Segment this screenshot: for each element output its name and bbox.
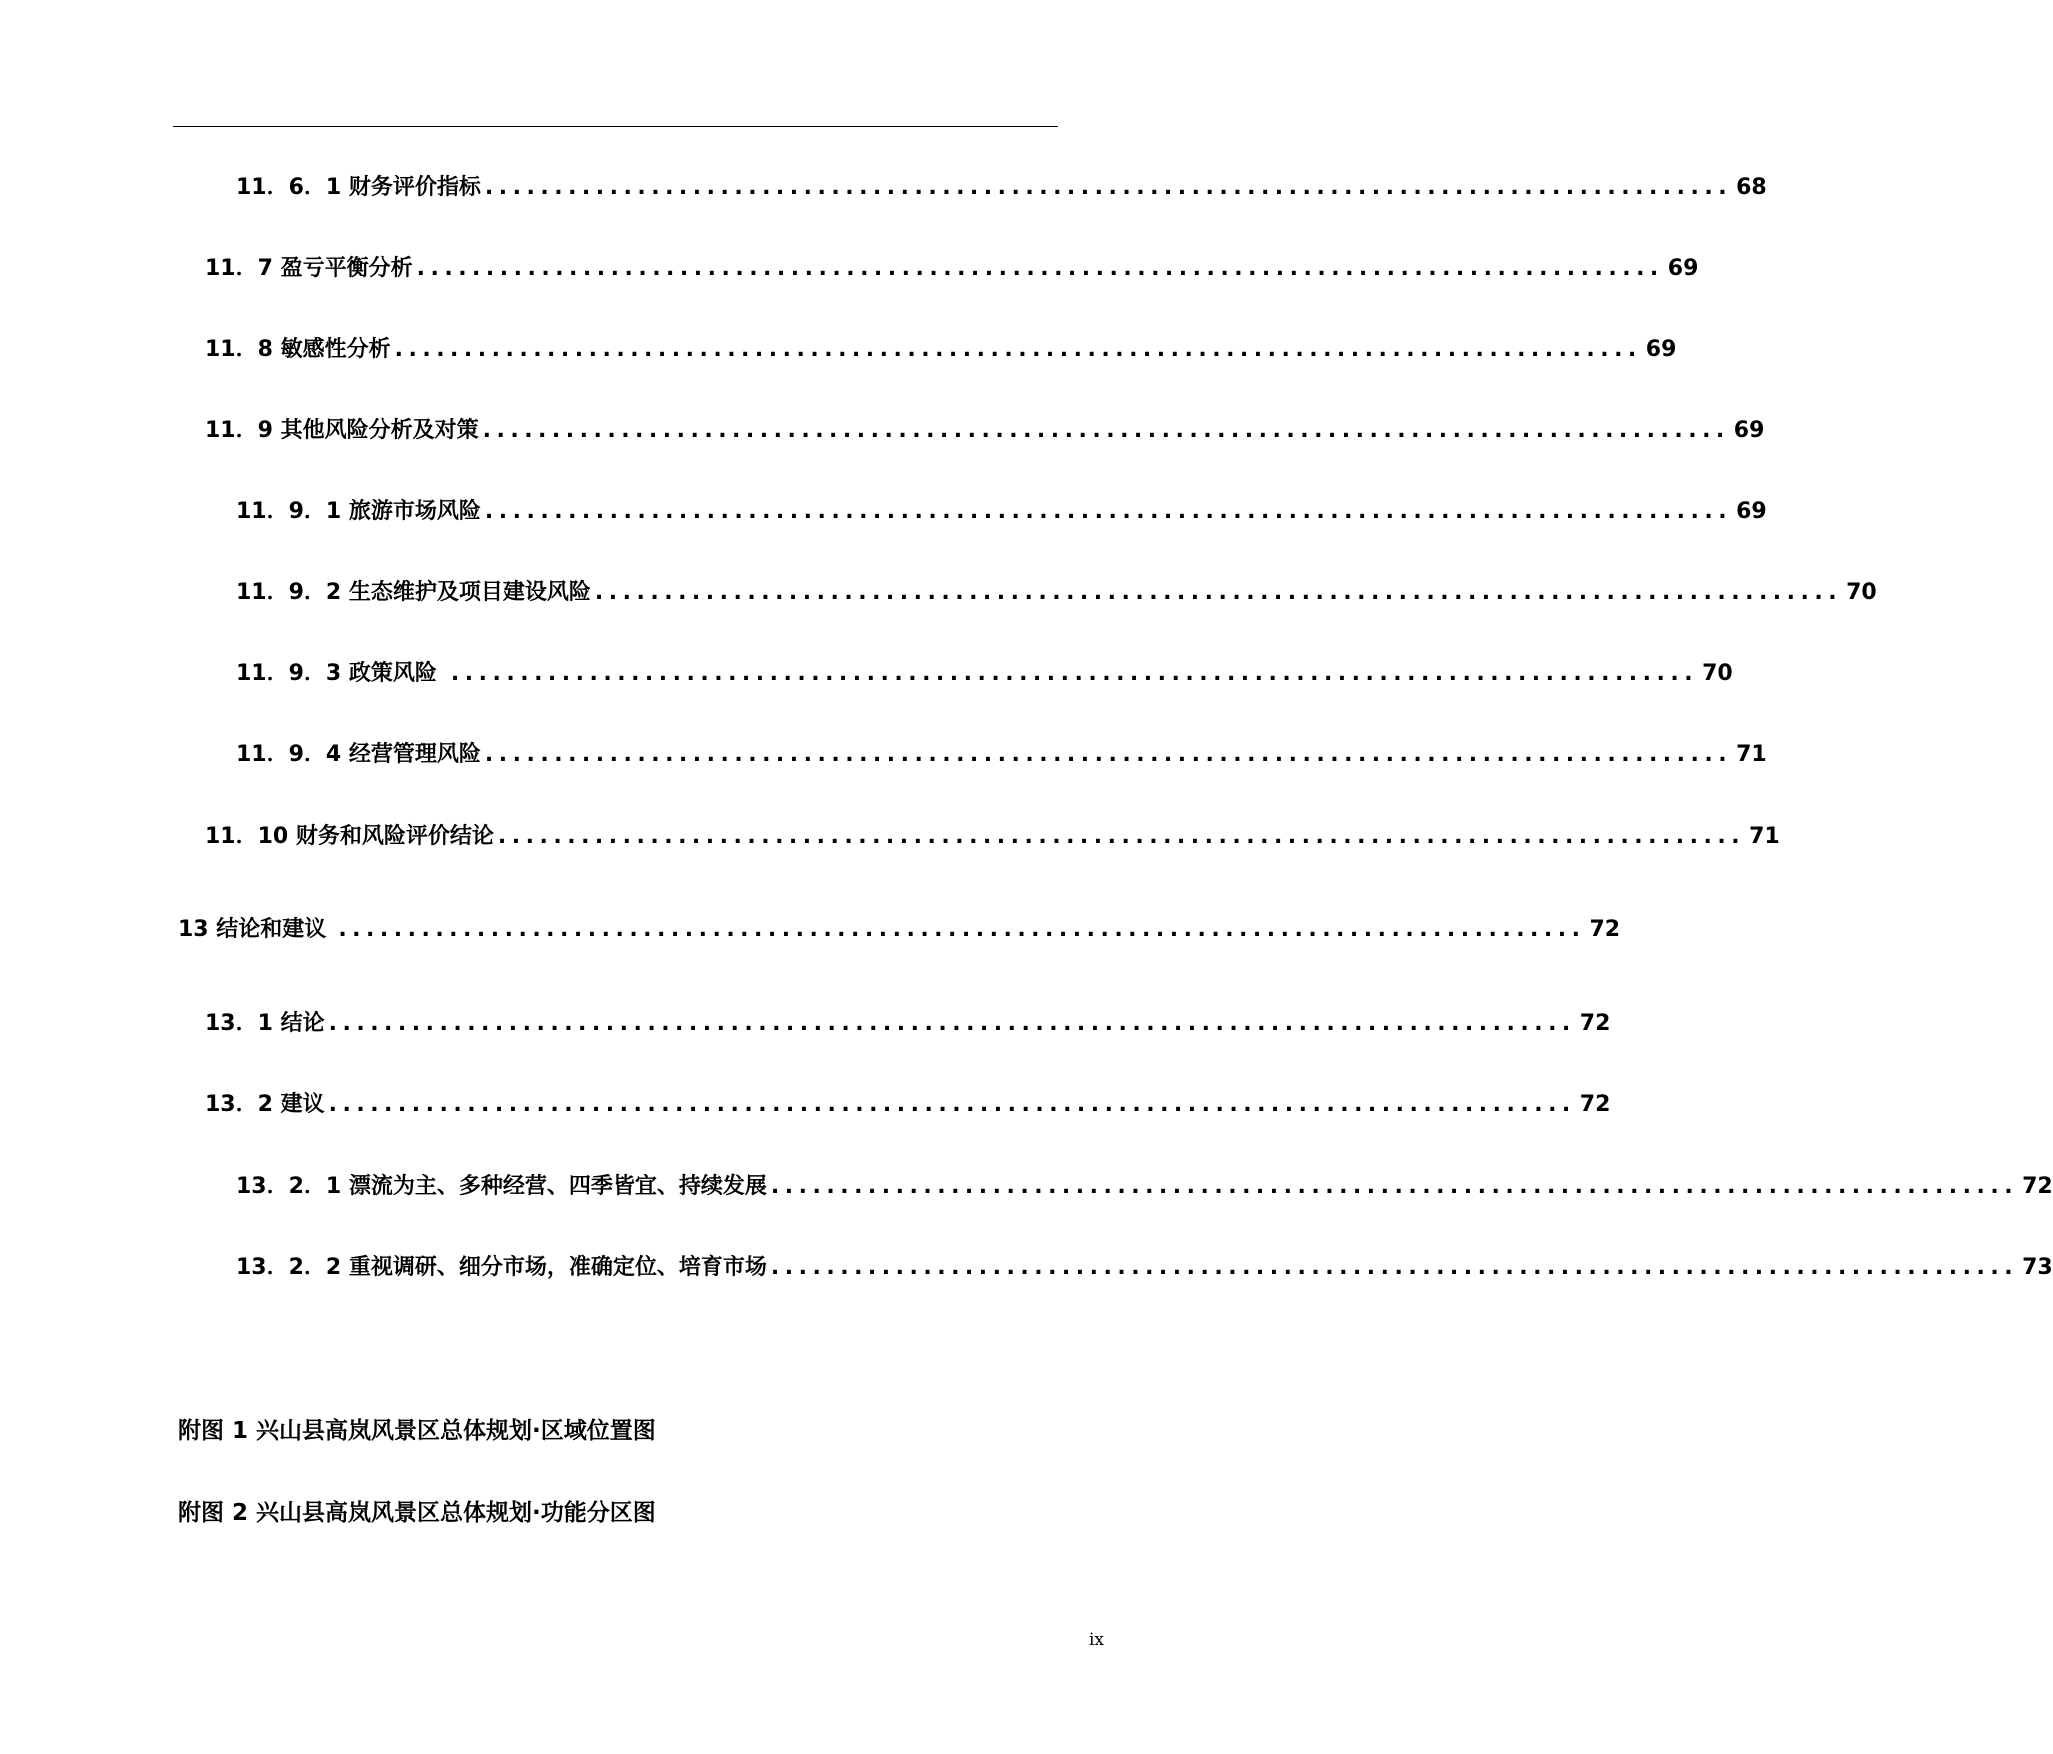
toc-entry-11-8[interactable] bbox=[205, 335, 1677, 365]
toc-entry-text bbox=[236, 173, 481, 203]
toc-entry-page: 69 bbox=[1733, 418, 1765, 443]
toc-entry-page: 72 bbox=[1579, 1092, 1611, 1117]
toc-entry-title: 经营管理风险 bbox=[348, 742, 481, 767]
toc-entry-page: 71 bbox=[1736, 742, 1767, 767]
toc-entry-13[interactable] bbox=[178, 915, 1621, 945]
dot-leader: .......................................................................................... bbox=[484, 742, 1733, 767]
toc-entry-number: 11．9．1 bbox=[236, 499, 342, 524]
toc-entry-11-9-2[interactable] bbox=[236, 578, 1877, 608]
dot-leader: .......................................................................................... bbox=[484, 499, 1733, 524]
toc-entry-title: 政策风险 bbox=[348, 661, 437, 686]
toc-entry-page: 72 bbox=[2022, 1174, 2053, 1199]
dot-leader: .......................................................................................... bbox=[482, 418, 1730, 443]
toc-entry-text bbox=[236, 578, 591, 608]
toc-entry-title: 旅游市场风险 bbox=[348, 499, 481, 524]
dot-leader: .......................................................................................... bbox=[450, 661, 1699, 686]
toc-entry-number: 11．9．2 bbox=[236, 580, 342, 605]
toc-entry-title: 敏感性分析 bbox=[280, 337, 391, 362]
appendix-figure-1 bbox=[178, 1415, 656, 1447]
toc-entry-page: 71 bbox=[1749, 824, 1780, 849]
toc-entry-13-2-2[interactable] bbox=[236, 1253, 2053, 1283]
dot-leader: .......................................................................................... bbox=[770, 1255, 2019, 1280]
toc-entry-page: 68 bbox=[1736, 175, 1767, 200]
dot-leader: .......................................................................................... bbox=[416, 256, 1664, 281]
toc-entry-title: 其他风险分析及对策 bbox=[280, 418, 479, 443]
toc-entry-title: 盈亏平衡分析 bbox=[280, 256, 413, 281]
toc-entry-text bbox=[205, 254, 413, 284]
toc-entry-number: 13．2 bbox=[205, 1092, 273, 1117]
toc-entry-13-2[interactable] bbox=[205, 1090, 1611, 1120]
toc-entry-text bbox=[236, 1172, 767, 1202]
toc-entry-page: 73 bbox=[2022, 1255, 2053, 1280]
toc-entry-text bbox=[205, 1090, 325, 1120]
appendix-title: 兴山县高岚风景区总体规划·区域位置图 bbox=[256, 1418, 656, 1444]
toc-entry-11-6-1[interactable] bbox=[236, 173, 1767, 203]
toc-entry-page: 69 bbox=[1645, 337, 1677, 362]
toc-entry-number: 11．10 bbox=[205, 824, 289, 849]
toc-entry-number: 11．6．1 bbox=[236, 175, 342, 200]
toc-entry-title: 漂流为主、多种经营、四季皆宜、持续发展 bbox=[348, 1174, 767, 1199]
toc-entry-page: 69 bbox=[1667, 256, 1699, 281]
toc-entry-title: 财务评价指标 bbox=[348, 175, 481, 200]
toc-entry-text bbox=[205, 416, 479, 446]
dot-leader: .......................................................................................... bbox=[394, 337, 1642, 362]
toc-entry-text bbox=[236, 740, 481, 770]
toc-entry-text bbox=[205, 822, 494, 852]
toc-entry-11-7[interactable] bbox=[205, 254, 1699, 284]
toc-entry-13-2-1[interactable] bbox=[236, 1172, 2053, 1202]
toc-entry-number: 11．9 bbox=[205, 418, 273, 443]
toc-entry-title: 重视调研、细分市场，准确定位、培育市场 bbox=[348, 1255, 767, 1280]
toc-entry-title: 财务和风险评价结论 bbox=[295, 824, 494, 849]
toc-entry-page: 72 bbox=[1589, 917, 1621, 942]
dot-leader: .......................................................................................... bbox=[328, 1011, 1576, 1036]
toc-entry-title: 结论 bbox=[280, 1011, 325, 1036]
toc-entry-text bbox=[178, 915, 326, 945]
appendix-label: 附图 1 bbox=[178, 1418, 249, 1444]
toc-entry-text bbox=[236, 1253, 767, 1283]
toc-entry-text bbox=[205, 1009, 325, 1039]
dot-leader: .......................................................................................... bbox=[484, 175, 1733, 200]
dot-leader: .......................................................................................... bbox=[328, 1092, 1576, 1117]
dot-leader: .......................................................................................... bbox=[497, 824, 1746, 849]
toc-entry-11-9[interactable] bbox=[205, 416, 1765, 446]
toc-entry-text bbox=[205, 335, 391, 365]
toc-entry-number: 11．9．4 bbox=[236, 742, 342, 767]
toc-entry-text bbox=[236, 659, 437, 689]
toc-entry-11-9-4[interactable] bbox=[236, 740, 1767, 770]
toc-entry-text bbox=[236, 497, 481, 527]
toc-entry-number: 11．7 bbox=[205, 256, 273, 281]
toc-entry-number: 13．2．1 bbox=[236, 1174, 342, 1199]
toc-entry-number: 13 bbox=[178, 917, 209, 942]
toc-entry-11-10[interactable] bbox=[205, 822, 1780, 852]
appendix-title: 兴山县高岚风景区总体规划·功能分区图 bbox=[256, 1500, 656, 1526]
appendix-figure-2 bbox=[178, 1497, 656, 1529]
toc-entry-page: 72 bbox=[1579, 1011, 1611, 1036]
toc-entry-title: 生态维护及项目建设风险 bbox=[348, 580, 591, 605]
toc-entry-title: 结论和建议 bbox=[216, 917, 327, 942]
toc-entry-13-1[interactable] bbox=[205, 1009, 1611, 1039]
toc-entry-number: 13．2．2 bbox=[236, 1255, 342, 1280]
dot-leader: .......................................................................................... bbox=[338, 917, 1586, 942]
toc-entry-title: 建议 bbox=[280, 1092, 325, 1117]
toc-entry-number: 11．8 bbox=[205, 337, 273, 362]
toc-entry-number: 11．9．3 bbox=[236, 661, 342, 686]
toc-entry-page: 70 bbox=[1702, 661, 1733, 686]
toc-entry-11-9-1[interactable] bbox=[236, 497, 1767, 527]
toc-entry-page: 69 bbox=[1736, 499, 1767, 524]
dot-leader: .......................................................................................... bbox=[594, 580, 1843, 605]
toc-entry-number: 13．1 bbox=[205, 1011, 273, 1036]
page-number: ix bbox=[1088, 1630, 1104, 1650]
appendix-label: 附图 2 bbox=[178, 1500, 249, 1526]
toc-entry-11-9-3[interactable] bbox=[236, 659, 1733, 689]
toc-entry-page: 70 bbox=[1846, 580, 1877, 605]
dot-leader: .......................................................................................... bbox=[770, 1174, 2019, 1199]
